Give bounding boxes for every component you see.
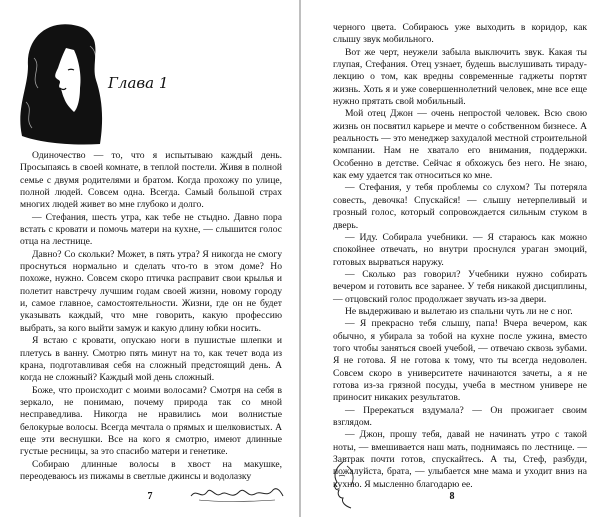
paragraph: Одиночество — то, что я испытываю каждый день. Просыпаясь в своей комнате, в теплой постели. Живя в полной семье с двумя родителями и братом. Когда прохожу по улице, полной людей. Совсем одна. Всегда. Самый большой страх многих людей живет во мне глубоко и долго. [20,150,282,211]
woman-portrait-illustration [8,18,104,148]
paragraph: Давно? Со скольки? Может, в пять утра? Я никогда не смогу проснуться нормально и сделать что-то в этом доме? Но похоже, нужно. Совсем скоро птичка расправит свои крылья и полетит навстречу лучшим годам своей жизни, новому городу и, самое главное, самостоятельности. Жизни, где он не будет указывать каждый, что мне говорить, какую профессию выбрать, за кого выйти замуж и какую длину юбки носить. [20,248,282,334]
left-page-text [20,150,282,483]
left-page [0,0,299,517]
face-line-sketch-icon [325,458,365,510]
page-number: 7 [147,491,153,502]
paragraph: Вот же черт, неужели забыла выключить звук. Какая ты глупая, Стефания. Отец узнает, будешь выслушивать тираду-лекцию о том, как вредны современные гаджеты портят жизнь. Хоть я и уже совершеннолетний человек, мне все еще нужно прятать свой мобильный. [333,46,587,108]
paragraph: — Иду. Собирала учебники. — Я стараюсь как можно спокойнее отвечать, но внутри проснулся ураган эмоций, готовых вырваться наружу. [333,231,587,268]
paragraph: — Стефания, шесть утра, как тебе не стыдно. Давно пора встать с кровати и помочь матери на кухне, — слышится голос отца на лестнице. [20,211,282,248]
paragraph: Мой отец Джон — очень непростой человек. Всю свою жизнь он посвятил карьере и мечте о собственном бизнесе. А реальность — это менеджер захудалой местной строительной компании. Нам не хватало его внимания, поддержки. Особенно в детстве. Сейчас я обхожусь без него. Не знаю, как ему удается так относиться ко мне. [333,108,587,182]
signature-flourish-icon [187,480,287,504]
paragraph: Боже, что происходит с моими волосами? Смотря на себя в зеркало, не понимаю, почему природа так со мной несправедлива. Никогда не нравились мои волнистые белокурые волосы. Всегда мечтала о прямых и шелковистых. А еще эти веснушки. Все на кого я смотрю, имеют длинные густые ресницы, за это спасибо матери и генетике. [20,384,282,458]
chapter-title: Глава 1 [108,74,169,92]
paragraph: — Я прекрасно тебя слышу, папа! Вчера вечером, как обычно, я убирала за тобой на кухне после ужина, вместо того чтобы заняться своей учебой, — отвечаю сквозь зубами. Я не готова. Я не готова к тому, что ты всегда недоволен. Совсем скоро в университете начинаются зачеты, а я не готова из-за грязной посуды, учеба в местном универе не приносит никаких результатов. [333,318,587,404]
right-page [301,0,600,517]
paragraph: — Стефания, у тебя проблемы со слухом? Ты потеряла совесть, девочка! Спускайся! — слышу нетерпеливый и грозный голос, который сопровождается сильным стуком в дверь. [333,182,587,231]
paragraph: Не выдерживаю и вылетаю из спальни чуть ли не с ног. [345,305,573,317]
paragraph: — Сколько раз говорил? Учебники нужно собирать вечером и готовить все заранее. У тебя никакой дисциплины, — отцовский голос продолжает звучать из-за двери. [333,268,587,305]
paragraph: Я встаю с кровати, опускаю ноги в пушистые шлепки и плетусь в ванну. Смотрю пять минут на то, как течет вода из крана, подготавливая себя на сложный предстоящий день. А когда не сложный? Каждый мой день сложный. [20,335,282,384]
paragraph: Собираю длинные волосы в хвост на макушке, переодеваюсь из пижамы в светлые джинсы и водолазку [20,458,282,482]
paragraph: — Пререкаться вздумала? — Он прожигает своим взглядом. [333,404,587,428]
page-number: 8 [449,491,455,502]
paragraph: черного цвета. Собираюсь уже выходить в коридор, как слышу звук мобильного. [333,22,587,46]
right-page-text [333,22,587,491]
paragraph: — Джон, прошу тебя, давай не начинать утро с такой ноты, — вмешивается наш мать, поднимаясь по лестнице. — Завтрак почти готов, спускайтесь. А ты, Стеф, разбуди, пожалуйста, брата, — улыбается мне мама и уходит вниз на кухню. Я мысленно благодарю ее. [333,429,587,490]
